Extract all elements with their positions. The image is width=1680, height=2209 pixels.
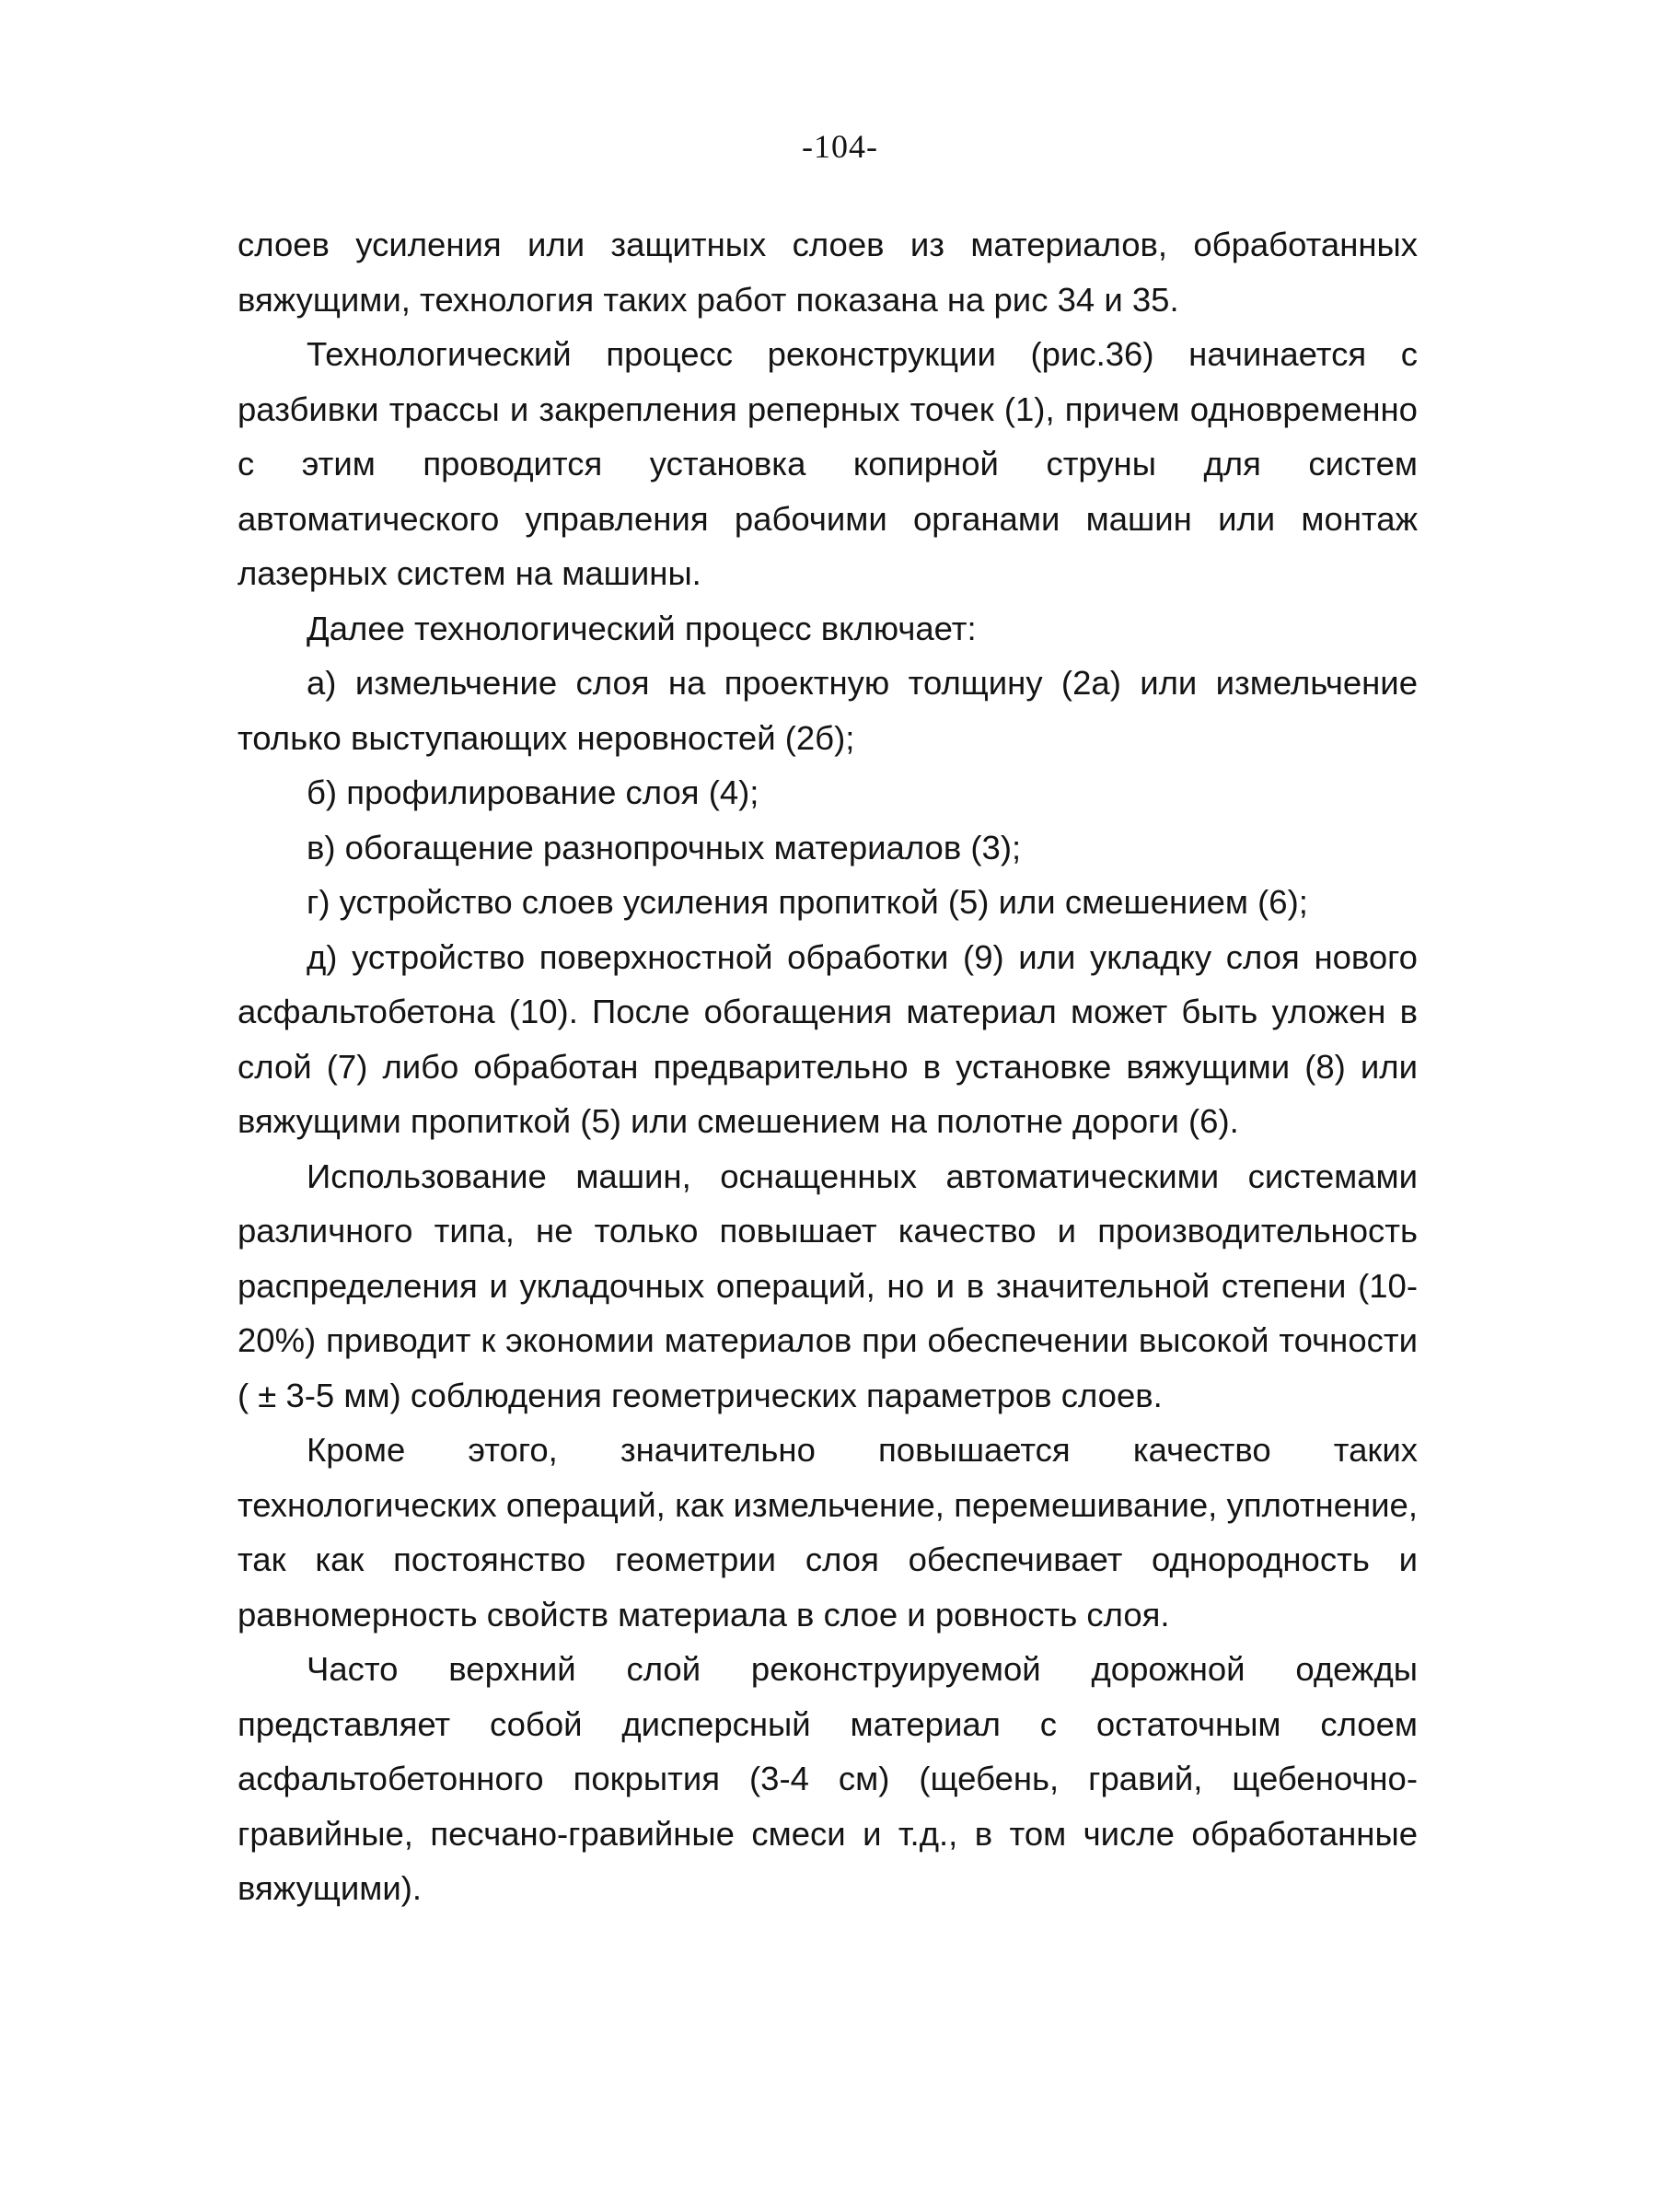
- paragraph-reconstruction-process: Технологический процесс реконструкции (рис.36) начинается с разбивки трассы и закрепления реперных точек (1), причем одновременно с этим проводится установка копирной струны для систем автоматического управления рабочими органами машин или монтаж лазерных систем на машины.: [238, 335, 1418, 592]
- list-item-d: д) устройство поверхностной обработки (9) или укладку слоя нового асфальтобетона (10). После обогащения материал может быть уложен в слой (7) либо обработан предварительно в установке вяжущими (8) или вяжущими пропиткой (5) или смешением на полотне дороги (6).: [238, 937, 1418, 1140]
- list-item-a: а) измельчение слоя на проектную толщину (2а) или измельчение только выступающих неровностей (2б);: [238, 664, 1418, 757]
- list-item-b: б) профилирование слоя (4);: [307, 773, 759, 811]
- list-item-g: г) устройство слоев усиления пропиткой (5) или смешением (6);: [307, 883, 1308, 921]
- page-number: -104-: [802, 128, 878, 165]
- paragraph-process-includes: Далее технологический процесс включает:: [307, 609, 977, 647]
- paragraph-automatic-systems: Использование машин, оснащенных автоматическими системами различного типа, не только повышает качество и производительность распределения и укладочных операций, но и в значительной степени (10-20%) приводит к экономии материалов при обеспечении высокой точности ( ± 3-5 мм) соблюдения геометрических параметров слоев.: [238, 1157, 1418, 1414]
- list-item-v: в) обогащение разнопрочных материалов (3);: [307, 828, 1022, 866]
- paragraph-quality-improvement: Кроме этого, значительно повышается качество таких технологических операций, как измельчение, перемешивание, уплотнение, так как постоянство геометрии слоя обеспечивает однородность и равномерность свойств материала в слое и ровность слоя.: [238, 1431, 1418, 1633]
- paragraph-continuation: слоев усиления или защитных слоев из материалов, обработанных вяжущими, технология таких работ показана на рис 34 и 35.: [238, 226, 1418, 319]
- body-text: [238, 217, 1418, 1916]
- paragraph-upper-layer: Часто верхний слой реконструируемой дорожной одежды представляет собой дисперсный материал с остаточным слоем асфальтобетонного покрытия (3-4 см) (щебень, гравий, щебеночно-гравийные, песчано-гравийные смеси и т.д., в том числе обработанные вяжущими).: [238, 1650, 1418, 1907]
